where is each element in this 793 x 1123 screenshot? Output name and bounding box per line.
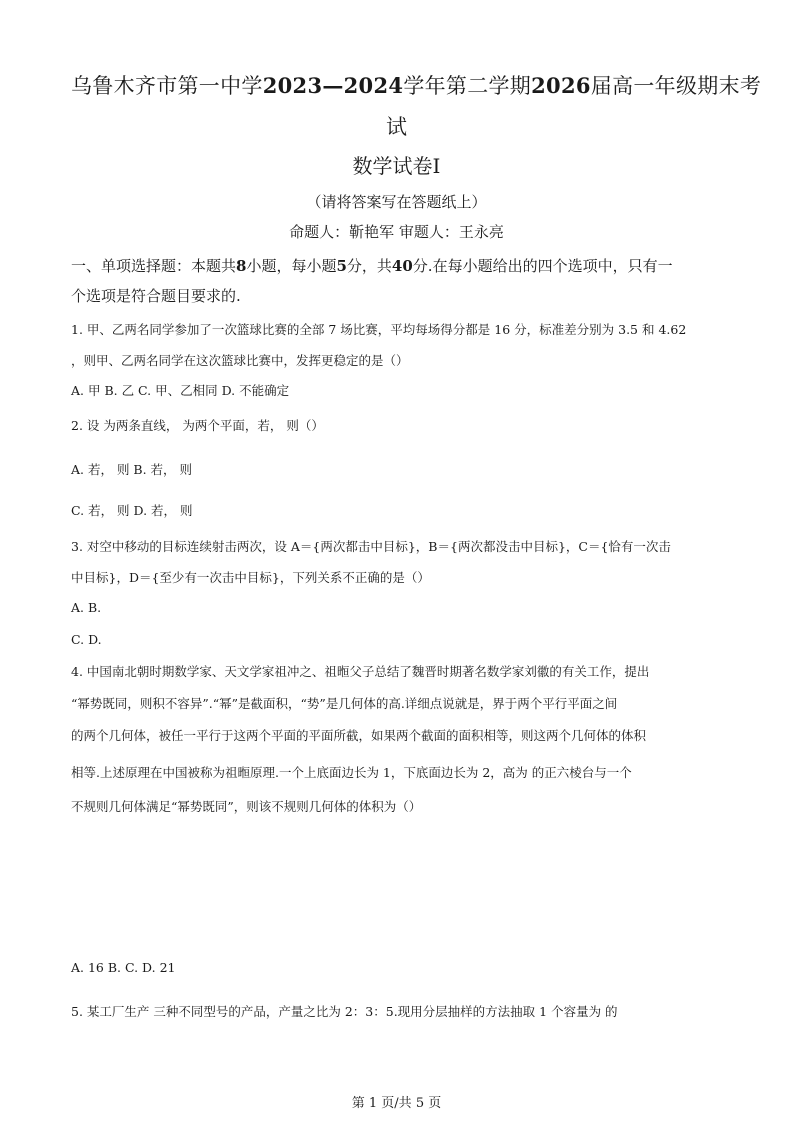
q4-stem-line2: “幂势既同，则积不容异”.“幂”是截面积，“势”是几何体的高.详细点说就是，界于两个平行平面之间: [71, 696, 618, 711]
q5-stem-line1: 5. 某工厂生产 三种不同型号的产品，产量之比为 2：3：5.现用分层抽样的方法抽取 1 个容量为 的: [71, 1004, 618, 1019]
q3-stem-line2: 中目标}，D＝{至少有一次击中目标}，下列关系不正确的是（）: [71, 570, 430, 585]
q2-stem: 2. 设 为两条直线， 为两个平面，若， 则（）: [71, 418, 324, 433]
page-footer: 第 1 页/共 5 页: [351, 1096, 442, 1111]
q4-options: A. 16 B. C. D. 21: [71, 960, 176, 975]
exam-title-line2: 试: [386, 115, 407, 139]
q4-stem-line4: 相等.上述原理在中国被称为祖暅原理.一个上底面边长为 1，下底面边长为 2，高为 的正六棱台与一个: [71, 765, 632, 780]
exam-subject-title: 数学试卷Ⅰ: [352, 154, 441, 178]
section1-heading-line2: 个选项是符合题目要求的.: [71, 287, 241, 305]
q4-stem-line5: 不规则几何体满足“幂势既同”，则该不规则几何体的体积为（）: [71, 799, 422, 814]
q1-stem-line2: ，则甲、乙两名同学在这次篮球比赛中，发挥更稳定的是（）: [71, 353, 409, 368]
exam-authors: 命题人：靳艳军 审题人：王永亮: [289, 223, 504, 241]
q2-options-ab: A. 若， 则 B. 若， 则: [71, 462, 193, 477]
q4-stem-line1: 4. 中国南北朝时期数学家、天文学家祖冲之、祖暅父子总结了魏晋时期著名数学家刘徽的有关工作，提出: [71, 664, 650, 679]
answer-instruction: （请将答案写在答题纸上）: [306, 193, 487, 211]
q1-stem-line1: 1. 甲、乙两名同学参加了一次篮球比赛的全部 7 场比赛，平均每场得分都是 16 分，标准差分别为 3.5 和 4.62: [71, 322, 687, 337]
q2-options-cd: C. 若， 则 D. 若， 则: [71, 503, 193, 518]
q4-stem-line3: 的两个几何体，被任一平行于这两个平面的平面所截，如果两个截面的面积相等，则这两个几何体的体积: [71, 728, 647, 743]
section1-heading-line1: 一、单项选择题：本题共8小题，每小题5分，共40分.在每小题给出的四个选项中，只有一: [71, 257, 673, 275]
q3-options-cd: C. D.: [71, 632, 102, 647]
exam-title-line1: 乌鲁木齐市第一中学2023—2024学年第二学期2026届高一年级期末考: [71, 73, 762, 98]
q3-stem-line1: 3. 对空中移动的目标连续射击两次，设 A＝{两次都击中目标}，B＝{两次都没击中目标}，C＝{恰有一次击: [71, 539, 671, 554]
q3-options-ab: A. B.: [71, 600, 102, 615]
q1-options: A. 甲 B. 乙 C. 甲、乙相同 D. 不能确定: [71, 383, 290, 398]
